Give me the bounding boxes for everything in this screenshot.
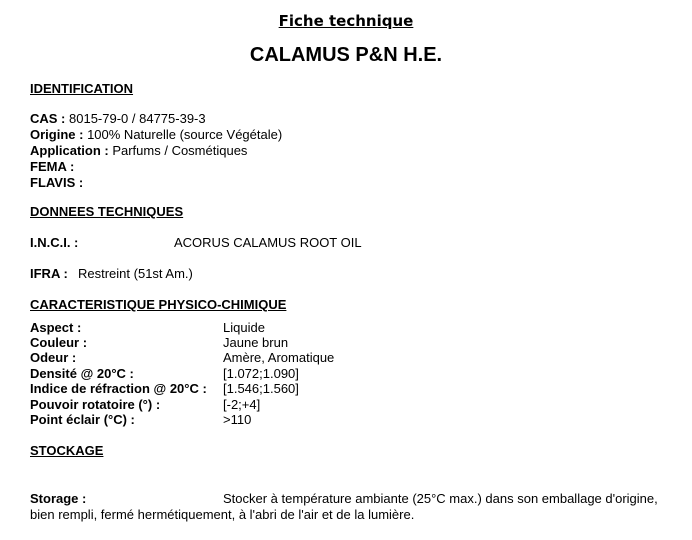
physico-value-pouvoir-rotatoire: [-2;+4] [223,397,261,412]
physico-value-indice-refraction: [1.546;1.560] [223,381,299,396]
storage-label: Storage : [30,491,87,506]
section-heading-physico-chimique: CARACTERISTIQUE PHYSICO-CHIMIQUE [30,297,287,312]
physico-value-point-eclair: >110 [223,412,252,427]
physico-value-odeur: Amère, Aromatique [223,350,335,365]
physico-label-odeur: Odeur : [30,350,77,365]
origine-row [30,127,282,143]
physico-label-pouvoir-rotatoire: Pouvoir rotatoire (°) : [30,397,161,412]
cas-value: 8015-79-0 / 84775-39-3 [65,111,206,126]
physico-value-couleur: Jaune brun [223,335,289,350]
section-heading-identification: IDENTIFICATION [30,81,134,96]
fema-label: FEMA : [30,159,75,174]
physico-value-aspect: Liquide [223,320,265,335]
flavis-label: FLAVIS : [30,175,84,190]
section-heading-donnees-techniques: DONNEES TECHNIQUES [30,204,184,219]
physico-value-densite: [1.072;1.090] [223,366,299,381]
flavis-row [30,175,83,191]
application-value: Parfums / Cosmétiques [108,143,248,158]
origine-label: Origine : [30,127,84,142]
physico-label-point-eclair: Point éclair (°C) : [30,412,135,427]
ifra-value: Restreint (51st Am.) [78,266,193,281]
physico-label-couleur: Couleur : [30,335,88,350]
physico-label-indice-refraction: Indice de réfraction @ 20°C : [30,381,207,396]
ifra-label: IFRA : [30,266,68,281]
cas-label: CAS : [30,111,66,126]
application-row [30,143,247,159]
inci-value: ACORUS CALAMUS ROOT OIL [174,235,362,250]
origine-value: 100% Naturelle (source Végétale) [83,127,283,142]
section-heading-stockage: STOCKAGE [30,443,104,458]
inci-label: I.N.C.I. : [30,235,79,250]
storage-value-line1: Stocker à température ambiante (25°C max.) dans son emballage d'origine, [223,491,658,506]
cas-row [30,111,206,127]
product-title: CALAMUS P&N H.E. [249,44,443,66]
document-type-heading: Fiche technique [278,12,414,30]
storage-value-line2: bien rempli, fermé hermétiquement, à l'abri de l'air et de la lumière. [30,507,415,522]
physico-label-densite: Densité @ 20°C : [30,366,134,381]
application-label: Application : [30,143,109,158]
physico-label-aspect: Aspect : [30,320,82,335]
fema-row [30,159,74,175]
